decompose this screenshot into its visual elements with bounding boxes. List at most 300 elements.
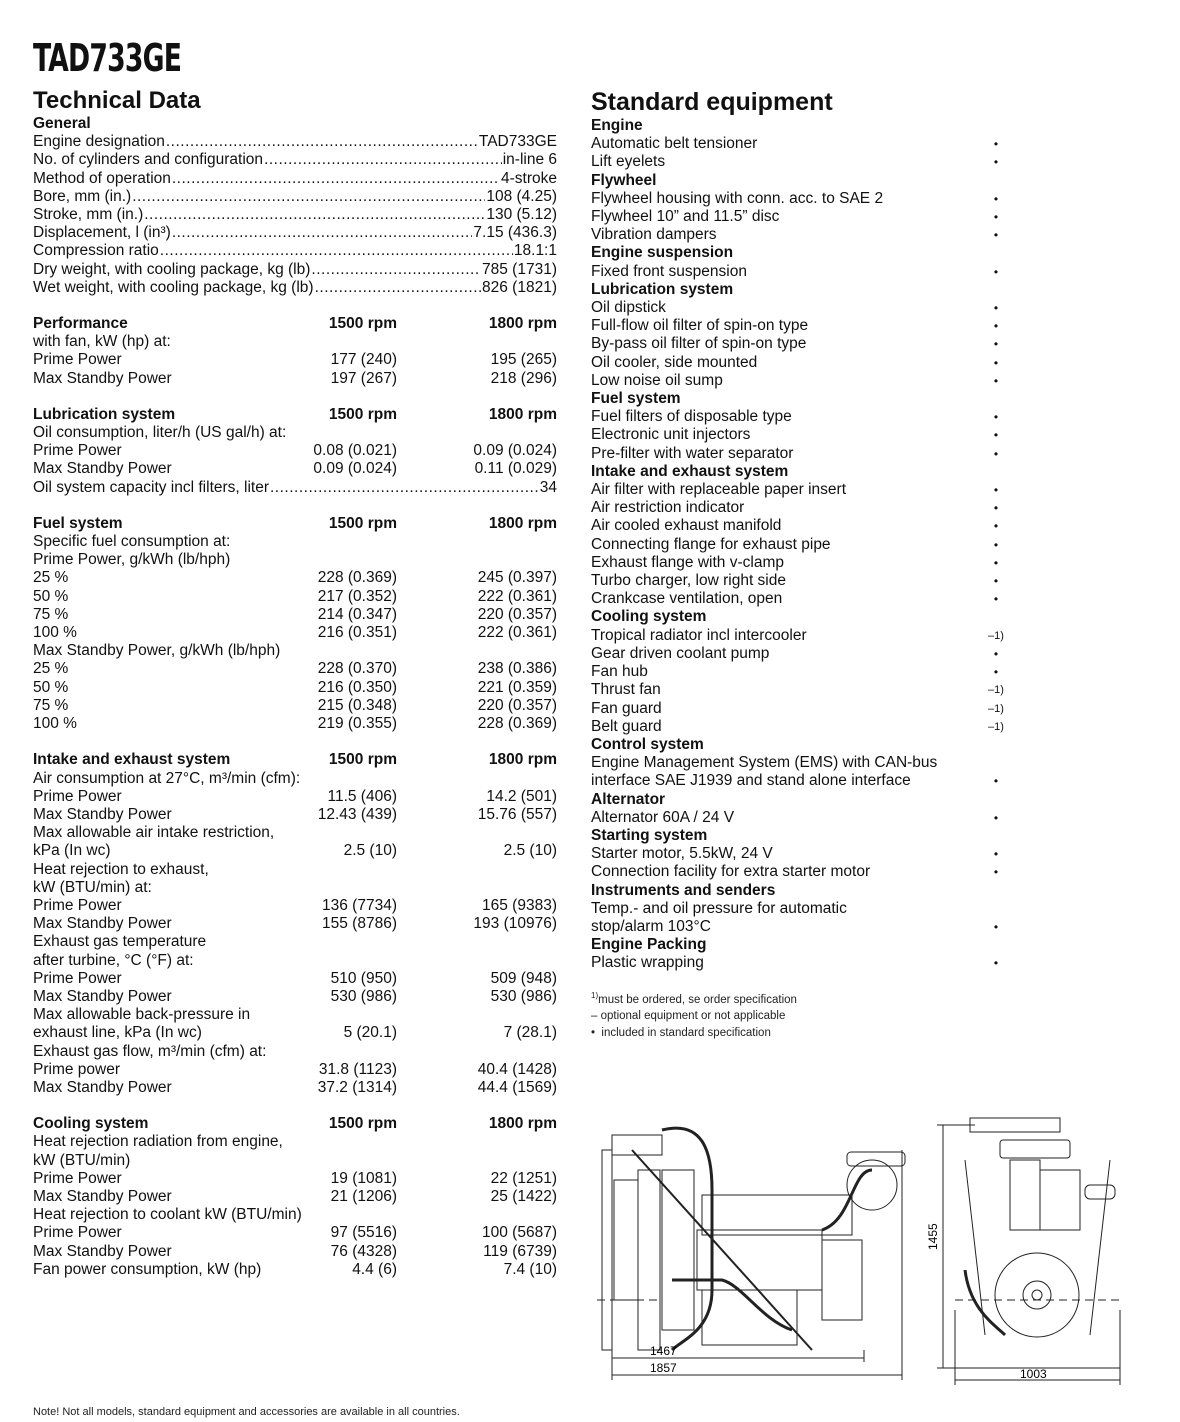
row-value: 18.1:1: [513, 242, 557, 260]
row-label: Max Standby Power: [33, 460, 172, 478]
value-1500rpm: [297, 861, 397, 879]
value-1500rpm: [297, 1152, 397, 1170]
value-1800rpm: [397, 424, 557, 442]
legend-included: [591, 1025, 1011, 1042]
included-bullet-icon: •: [993, 519, 999, 534]
row-label: Stroke, mm (in.): [33, 206, 144, 224]
col-1500rpm: 1500 rpm: [328, 405, 397, 423]
data-row: [33, 697, 557, 715]
dot-leader: [172, 224, 473, 242]
legend-footnote: [591, 987, 1011, 1009]
included-bullet-icon: •: [993, 155, 999, 170]
included-bullet-icon: •: [993, 774, 999, 789]
included-bullet-icon: •: [993, 137, 999, 152]
equipment-item: [591, 481, 1011, 499]
equipment-label: Exhaust flange with v-clamp: [591, 553, 784, 571]
row-label: Method of operation: [33, 169, 171, 187]
equipment-label: stop/alarm 103°C: [591, 917, 711, 935]
data-row: [33, 806, 557, 824]
value-1500rpm: 12.43 (439): [317, 805, 397, 823]
equipment-item: [591, 335, 1011, 353]
data-row: [33, 1261, 557, 1279]
data-row: [33, 788, 557, 806]
row-label: Prime Power: [33, 351, 122, 369]
value-1800rpm: 14.2 (501): [486, 787, 557, 805]
value-1500rpm: 97 (5516): [330, 1224, 397, 1242]
equipment-label: Air cooled exhaust manifold: [591, 517, 782, 535]
value-1800rpm: [397, 1133, 557, 1151]
value-1500rpm: [302, 1206, 402, 1224]
value-1500rpm: [297, 333, 397, 351]
equipment-label: Connection facility for extra starter motor: [591, 863, 871, 881]
data-row: [33, 915, 557, 933]
equipment-label: Fan hub: [591, 663, 648, 681]
equipment-item: [591, 718, 1011, 736]
equipment-label: Electronic unit injectors: [591, 426, 751, 444]
value-1500rpm: 530 (986): [330, 987, 397, 1005]
equipment-item: [591, 572, 1011, 590]
equipment-item: [591, 517, 1011, 535]
equipment-label: Oil cooler, side mounted: [591, 353, 758, 371]
value-1500rpm: 228 (0.370): [317, 660, 397, 678]
dim-outer-length: 1857: [650, 1361, 677, 1375]
value-1800rpm: 220 (0.357): [477, 696, 557, 714]
row-label: Max Standby Power: [33, 805, 172, 823]
value-1500rpm: [297, 424, 397, 442]
equipment-label: Gear driven coolant pump: [591, 644, 770, 662]
data-row: [33, 642, 557, 660]
equipment-item: [591, 317, 1011, 335]
equipment-label: Vibration dampers: [591, 226, 717, 244]
value-1800rpm: 193 (10976): [473, 915, 557, 933]
section-heading: Cooling system: [33, 1115, 149, 1133]
value-1500rpm: [297, 1006, 397, 1024]
equipment-item: [591, 135, 1011, 153]
general-row: [33, 261, 557, 279]
general-heading: General: [33, 115, 91, 132]
equipment-group-heading: Lubrication system: [591, 280, 734, 298]
row-label: Max Standby Power: [33, 369, 172, 387]
value-1800rpm: 7.4 (10): [503, 1260, 557, 1278]
value-1500rpm: 76 (4328): [330, 1242, 397, 1260]
row-label: Max Standby Power: [33, 1078, 172, 1096]
value-1500rpm: 136 (7734): [322, 896, 397, 914]
general-row: [33, 242, 557, 260]
value-1800rpm: 0.09 (0.024): [473, 442, 557, 460]
data-row: [33, 1206, 557, 1224]
equipment-item: [591, 190, 1011, 208]
equipment-group-heading: Fuel system: [591, 390, 681, 408]
value-1800rpm: 220 (0.357): [477, 605, 557, 623]
value-1800rpm: 100 (5687): [482, 1224, 557, 1242]
equipment-label: Oil dipstick: [591, 299, 666, 317]
value-1500rpm: 228 (0.369): [317, 569, 397, 587]
equipment-item: [591, 663, 1011, 681]
value-1500rpm: 19 (1081): [330, 1169, 397, 1187]
col-1800rpm: 1800 rpm: [488, 315, 557, 333]
cooling-section: [33, 1115, 557, 1279]
included-bullet-icon: •: [993, 555, 999, 570]
equipment-item: [591, 354, 1011, 372]
equipment-item: [591, 426, 1011, 444]
equipment-label: Engine Management System (EMS) with CAN-bus: [591, 754, 938, 772]
included-bullet-icon: •: [993, 646, 999, 661]
value-1500rpm: 37.2 (1314): [317, 1078, 397, 1096]
included-bullet-icon: •: [993, 428, 999, 443]
included-bullet-icon: •: [993, 665, 999, 680]
data-row: [33, 1043, 557, 1061]
value-1800rpm: 195 (265): [490, 351, 557, 369]
value-1500rpm: 197 (267): [330, 369, 397, 387]
equipment-groups: [591, 117, 1011, 973]
col-1800rpm: 1800 rpm: [488, 1115, 557, 1133]
row-label: kW (BTU/min) at:: [33, 878, 152, 896]
included-bullet-icon: •: [993, 301, 999, 316]
equipment-item: [591, 900, 1011, 918]
data-row: [33, 933, 557, 951]
value-1500rpm: [297, 1133, 397, 1151]
dot-leader: [166, 133, 478, 151]
legend-optional: – optional equipment or not applicable: [591, 1010, 786, 1023]
equipment-label: Low noise oil sump: [591, 371, 723, 389]
value-1500rpm: 510 (950): [330, 969, 397, 987]
section-header: [33, 515, 557, 533]
value-1800rpm: [397, 1152, 557, 1170]
equipment-group-heading: Engine: [591, 117, 643, 134]
row-label: Heat rejection to coolant kW (BTU/min): [33, 1206, 302, 1224]
value-1800rpm: 2.5 (10): [503, 842, 557, 860]
dot-leader: [311, 261, 481, 279]
row-value: 826 (1821): [482, 278, 557, 296]
equipment-item: [591, 445, 1011, 463]
value-1500rpm: 0.08 (0.021): [313, 442, 397, 460]
row-value: 108 (4.25): [486, 187, 557, 205]
fuel-section: [33, 515, 557, 733]
section-heading: Performance: [33, 315, 128, 333]
value-1500rpm: [297, 551, 397, 569]
section-heading: Fuel system: [33, 514, 123, 532]
row-label: after turbine, °C (°F) at:: [33, 951, 194, 969]
value-1800rpm: 7 (28.1): [503, 1024, 557, 1042]
equipment-item: [591, 372, 1011, 390]
value-1800rpm: 530 (986): [490, 987, 557, 1005]
equipment-group-heading: Flywheel: [591, 171, 657, 189]
data-row: [33, 1170, 557, 1188]
row-label: Max Standby Power: [33, 915, 172, 933]
general-section: [33, 115, 557, 297]
value-1800rpm: [397, 1043, 557, 1061]
equipment-item: [591, 590, 1011, 608]
value-1800rpm: [397, 952, 557, 970]
dot-leader: [264, 151, 502, 169]
data-row: [33, 333, 557, 351]
equipment-label: interface SAE J1939 and stand alone interface: [591, 772, 911, 790]
equipment-legend: [591, 987, 1011, 1043]
dim-height: 1455: [926, 1223, 940, 1250]
row-label: Prime Power: [33, 969, 122, 987]
row-label: 50 %: [33, 678, 69, 696]
row-label: Fan power consumption, kW (hp): [33, 1260, 262, 1278]
data-row: [33, 442, 557, 460]
equipment-label: Full-flow oil filter of spin-on type: [591, 317, 809, 335]
data-row: [33, 1224, 557, 1242]
value-1500rpm: [297, 533, 397, 551]
value-1800rpm: 238 (0.386): [477, 660, 557, 678]
value-1500rpm: 155 (8786): [322, 915, 397, 933]
equipment-group-heading: Starting system: [591, 826, 708, 844]
value-1500rpm: 21 (1206): [330, 1187, 397, 1205]
equipment-item: [591, 645, 1011, 663]
equipment-label: Automatic belt tensioner: [591, 135, 758, 153]
equipment-item: [591, 408, 1011, 426]
value-1500rpm: 5 (20.1): [343, 1024, 397, 1042]
value-1800rpm: 245 (0.397): [477, 569, 557, 587]
equipment-group-heading: Engine suspension: [591, 244, 734, 262]
data-row: [33, 988, 557, 1006]
equipment-label: Starter motor, 5.5kW, 24 V: [591, 845, 773, 863]
engine-side-view-drawing: [592, 1110, 922, 1390]
section-header: [33, 315, 557, 333]
equipment-label: Connecting flange for exhaust pipe: [591, 535, 831, 553]
equipment-item: [591, 772, 1011, 790]
technical-data-section: [33, 88, 557, 1279]
value-1500rpm: [297, 642, 397, 660]
value-1800rpm: 44.4 (1569): [477, 1078, 557, 1096]
included-bullet-icon: •: [993, 537, 999, 552]
included-bullet-icon: •: [993, 592, 999, 607]
general-rows: [33, 133, 557, 297]
equipment-item: [591, 681, 1011, 699]
value-1800rpm: 40.4 (1428): [477, 1060, 557, 1078]
dot-leader: [144, 206, 485, 224]
row-label: Specific fuel consumption at:: [33, 533, 231, 551]
row-label: Bore, mm (in.): [33, 187, 132, 205]
dot-leader: [132, 188, 485, 206]
general-row: [33, 151, 557, 169]
included-bullet-icon: •: [993, 919, 999, 934]
included-bullet-icon: •: [993, 355, 999, 370]
row-label: Exhaust gas temperature: [33, 933, 207, 951]
dim-width: 1003: [1020, 1367, 1047, 1381]
value-1800rpm: [397, 333, 557, 351]
section-header: [33, 406, 557, 424]
row-label: Prime Power: [33, 442, 122, 460]
col-1500rpm: 1500 rpm: [328, 514, 397, 532]
row-label: kW (BTU/min): [33, 1151, 131, 1169]
row-label: 100 %: [33, 715, 77, 733]
value-1800rpm: [397, 533, 557, 551]
equipment-item: [591, 954, 1011, 972]
value-1800rpm: [397, 861, 557, 879]
col-1500rpm: 1500 rpm: [328, 315, 397, 333]
value-1800rpm: 222 (0.361): [477, 587, 557, 605]
value-1500rpm: 217 (0.352): [317, 587, 397, 605]
equipment-label: Belt guard: [591, 717, 662, 735]
data-row: [33, 1133, 557, 1151]
row-label: Prime power: [33, 1060, 120, 1078]
included-bullet-icon: •: [993, 191, 999, 206]
row-label: No. of cylinders and configuration: [33, 151, 264, 169]
data-row: [33, 1006, 557, 1024]
included-bullet-icon: •: [993, 337, 999, 352]
included-bullet-icon: •: [993, 264, 999, 279]
equipment-label: Plastic wrapping: [591, 954, 704, 972]
value-1500rpm: 214 (0.347): [317, 605, 397, 623]
row-label: 25 %: [33, 660, 69, 678]
included-bullet-icon: •: [993, 319, 999, 334]
equipment-item: [591, 627, 1011, 645]
equipment-item: [591, 263, 1011, 281]
section-header: [33, 751, 557, 769]
equipment-label: Flywheel housing with conn. acc. to SAE 2: [591, 189, 884, 207]
value-1800rpm: 119 (6739): [483, 1242, 557, 1260]
bullet-icon: •: [591, 1027, 596, 1040]
data-row: [33, 370, 557, 388]
row-label: Prime Power: [33, 1169, 122, 1187]
value-1500rpm: 2.5 (10): [343, 842, 397, 860]
value-1800rpm: [400, 770, 560, 788]
value-1800rpm: 165 (9383): [482, 896, 557, 914]
dot-leader: [315, 279, 481, 297]
row-label: 75 %: [33, 605, 69, 623]
value-1800rpm: 221 (0.359): [477, 678, 557, 696]
value-1800rpm: [402, 1206, 562, 1224]
optional-mark-icon: –1): [988, 702, 1004, 715]
data-row: [33, 1061, 557, 1079]
col-1500rpm: 1500 rpm: [328, 1115, 397, 1133]
value-1500rpm: [297, 879, 397, 897]
row-label: Heat rejection radiation from engine,: [33, 1133, 283, 1151]
row-label: Heat rejection to exhaust,: [33, 860, 209, 878]
intake-exhaust-section: [33, 751, 557, 1097]
included-bullet-icon: •: [993, 410, 999, 425]
equipment-group-heading: Alternator: [591, 790, 666, 808]
equipment-label: Tropical radiator incl intercooler: [591, 626, 807, 644]
row-label: with fan, kW (hp) at:: [33, 333, 171, 351]
equipment-item: [591, 700, 1011, 718]
data-row: [33, 842, 557, 860]
equipment-item: [591, 918, 1011, 936]
general-row: [33, 188, 557, 206]
equipment-group-heading: Cooling system: [591, 608, 707, 626]
value-1800rpm: [397, 1006, 557, 1024]
equipment-label: Fan guard: [591, 699, 662, 717]
data-row: [33, 1152, 557, 1170]
included-bullet-icon: •: [993, 956, 999, 971]
row-value: 7.15 (436.3): [473, 224, 557, 242]
data-row: [33, 970, 557, 988]
data-row: [33, 1188, 557, 1206]
value-1500rpm: 11.5 (406): [327, 787, 397, 805]
optional-mark-icon: –1): [988, 720, 1004, 733]
equipment-label: Air restriction indicator: [591, 499, 745, 517]
data-row: [33, 679, 557, 697]
equipment-group-heading: Intake and exhaust system: [591, 462, 789, 480]
equipment-item: [591, 208, 1011, 226]
data-row: [33, 424, 557, 442]
row-label: Max Standby Power: [33, 987, 172, 1005]
technical-data-title: Technical Data: [33, 87, 201, 114]
row-value: 34: [539, 478, 557, 496]
included-bullet-icon: •: [993, 501, 999, 516]
equipment-item: [591, 536, 1011, 554]
equipment-label: By-pass oil filter of spin-on type: [591, 335, 807, 353]
equipment-item: [591, 809, 1011, 827]
included-bullet-icon: •: [993, 210, 999, 225]
equipment-item: [591, 153, 1011, 171]
included-text: included in standard specification: [601, 1027, 771, 1040]
performance-section: [33, 315, 557, 388]
data-row: [33, 897, 557, 915]
value-1500rpm: [297, 824, 397, 842]
data-row: [33, 1243, 557, 1261]
data-row: [33, 460, 557, 478]
value-1500rpm: 216 (0.350): [317, 678, 397, 696]
included-bullet-icon: •: [993, 865, 999, 880]
value-1800rpm: [397, 933, 557, 951]
row-value: TAD733GE: [478, 133, 557, 151]
row-value: 4-stroke: [501, 169, 557, 187]
equipment-group-heading: Control system: [591, 735, 704, 753]
engine-front-view-drawing: [925, 1110, 1125, 1390]
data-row: [33, 660, 557, 678]
equipment-label: Turbo charger, low right side: [591, 572, 786, 590]
data-row: [33, 606, 557, 624]
section-heading: Lubrication system: [33, 405, 176, 423]
value-1800rpm: 218 (296): [490, 369, 557, 387]
included-bullet-icon: •: [993, 228, 999, 243]
value-1800rpm: [397, 551, 557, 569]
value-1800rpm: 222 (0.361): [477, 624, 557, 642]
value-1500rpm: [297, 952, 397, 970]
value-1500rpm: [297, 933, 397, 951]
value-1500rpm: 177 (240): [330, 351, 397, 369]
data-row: [33, 1079, 557, 1097]
included-bullet-icon: •: [993, 574, 999, 589]
value-1500rpm: 4.4 (6): [352, 1260, 397, 1278]
oil-capacity-row: [33, 479, 557, 497]
row-value: 785 (1731): [482, 260, 557, 278]
row-label: 100 %: [33, 624, 77, 642]
row-label: Oil system capacity incl filters, liter: [33, 478, 269, 496]
equipment-label: Flywheel 10” and 11.5” disc: [591, 208, 780, 226]
data-row: [33, 715, 557, 733]
data-row: [33, 952, 557, 970]
equipment-label: Alternator 60A / 24 V: [591, 808, 735, 826]
data-row: [33, 569, 557, 587]
row-label: 50 %: [33, 587, 69, 605]
value-1500rpm: 0.09 (0.024): [313, 460, 397, 478]
row-label: 75 %: [33, 696, 69, 714]
model-title: TAD733GE: [33, 36, 182, 80]
equipment-item: [591, 554, 1011, 572]
included-bullet-icon: [981, 754, 1011, 772]
equipment-item: [591, 226, 1011, 244]
equipment-group-heading: Engine Packing: [591, 936, 707, 954]
equipment-label: Temp.- and oil pressure for automatic: [591, 899, 847, 917]
included-bullet-icon: •: [993, 810, 999, 825]
optional-mark-icon: –1): [988, 684, 1004, 697]
row-label: Max allowable air intake restriction,: [33, 824, 275, 842]
value-1800rpm: 509 (948): [490, 969, 557, 987]
dot-leader: [160, 242, 513, 260]
row-label: Wet weight, with cooling package, kg (lb): [33, 278, 314, 296]
value-1800rpm: [397, 642, 557, 660]
row-label: Max Standby Power, g/kWh (lb/hph): [33, 642, 281, 660]
row-label: Prime Power: [33, 896, 122, 914]
row-label: Dry weight, with cooling package, kg (lb): [33, 260, 311, 278]
row-label: Prime Power: [33, 1224, 122, 1242]
